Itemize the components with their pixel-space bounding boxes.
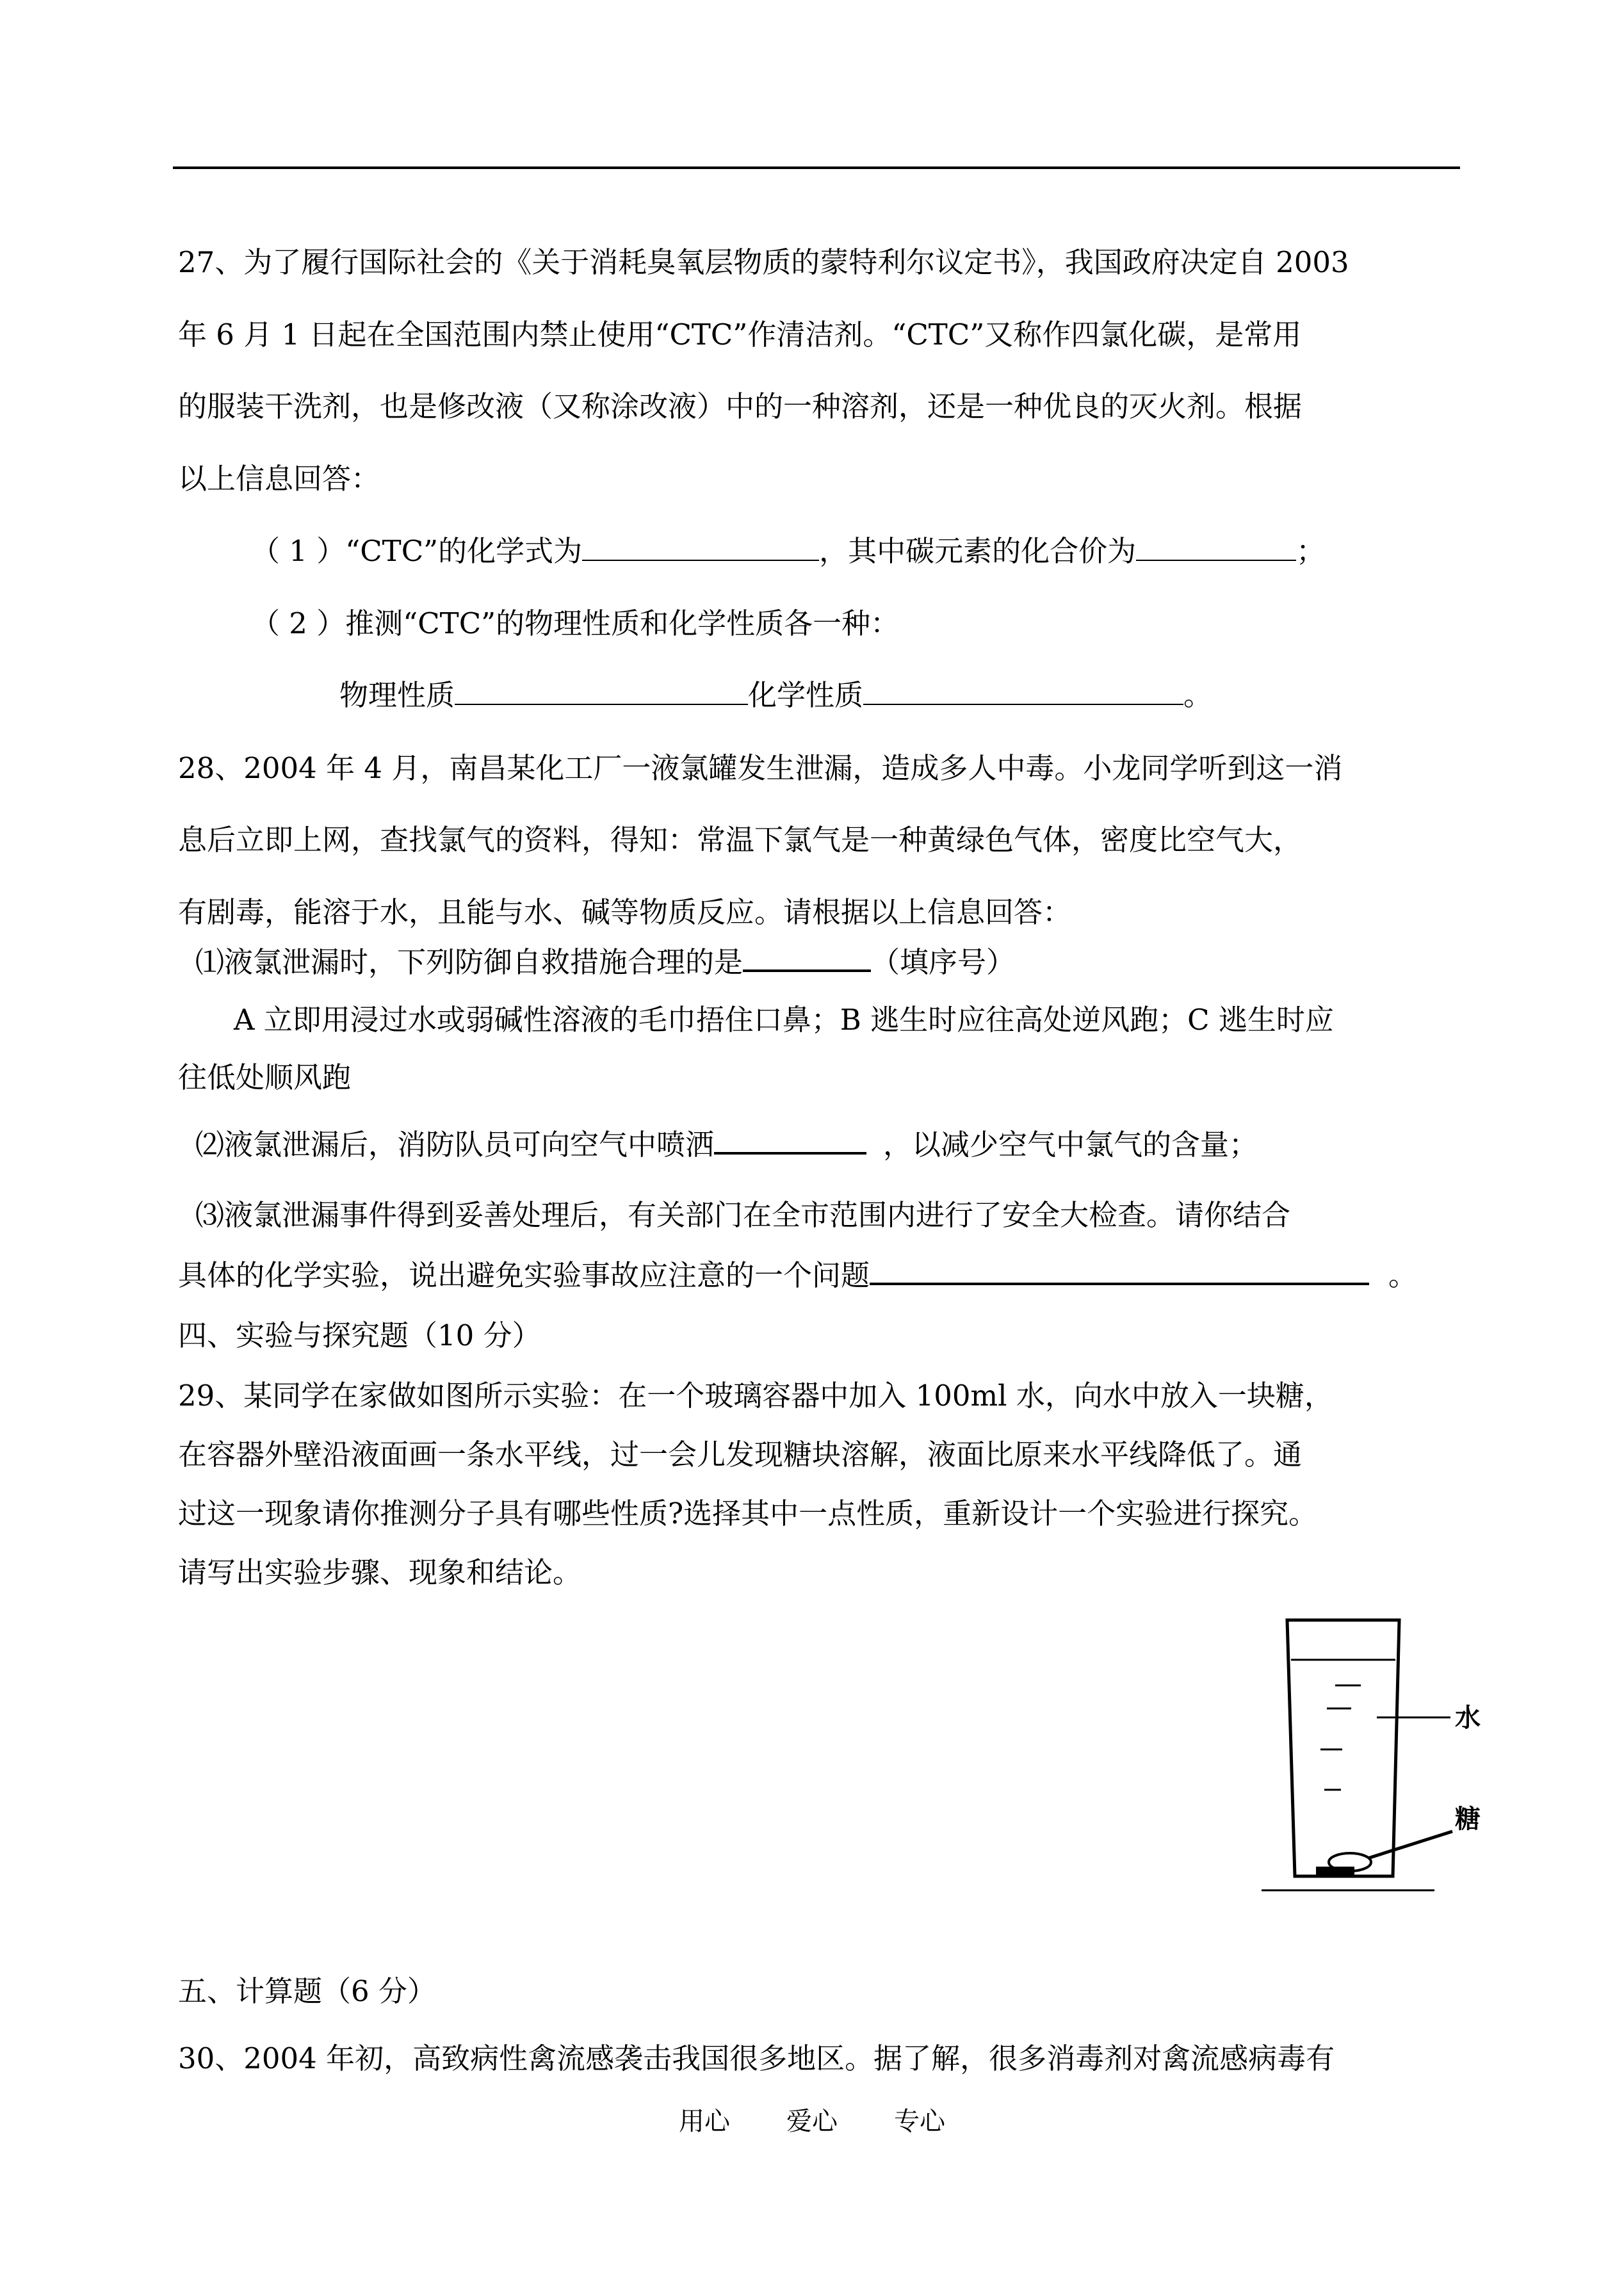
q29-line-2: 在容器外壁沿液面画一条水平线，过一会儿发现糖块溶解，液面比原来水平线降低了。通 — [178, 1438, 1303, 1472]
physical-property-blank[interactable] — [455, 678, 748, 705]
section-5-heading: 五、计算题（6 分） — [178, 1974, 436, 2008]
beaker-diagram — [1249, 1607, 1518, 1902]
spray-blank[interactable] — [714, 1126, 866, 1155]
q27-sub2: （ 2 ）推测“CTC”的物理性质和化学性质各一种： — [251, 606, 900, 640]
sugar-base — [1316, 1867, 1354, 1876]
footer-item-3: 专心 — [894, 2107, 945, 2136]
q28-sub3-prompt: 具体的化学实验，说出避免实验事故应注意的一个问题 — [178, 1258, 870, 1292]
physical-property-label: 物理性质 — [339, 678, 455, 712]
safety-issue-blank[interactable] — [870, 1257, 1369, 1285]
sugar-leader-line — [1368, 1831, 1452, 1858]
water-label: 水 — [1455, 1703, 1481, 1733]
footer-item-1: 用心 — [679, 2107, 730, 2136]
q28-line-3: 有剧毒，能溶于水，且能与水、碱等物质反应。请根据以上信息回答： — [178, 895, 1072, 929]
q27-line-3: 的服装干洗剂，也是修改液（又称涂改液）中的一种溶剂，还是一种优良的灭火剂。根据 — [178, 389, 1303, 423]
q27-sub1-prompt: （ 1 ）“CTC”的化学式为 — [251, 534, 583, 568]
header-rule — [173, 166, 1460, 169]
sugar-label: 糖 — [1455, 1804, 1481, 1834]
beaker-figure — [1249, 1607, 1518, 1902]
q27-sub2-answers — [339, 676, 1212, 715]
valence-blank[interactable] — [1136, 534, 1296, 561]
q27-line-1: 27、为了履行国际社会的《关于消耗臭氧层物质的蒙特利尔议定书》，我国政府决定自 2003 — [178, 245, 1349, 279]
q28-sub2-prompt: ⑵液氯泄漏后，消防队员可向空气中喷洒 — [195, 1128, 715, 1162]
q29-line-3: 过这一现象请你推测分子具有哪些性质?选择其中一点性质，重新设计一个实验进行探究。 — [178, 1496, 1318, 1530]
q28-sub2-end: ，以减少空气中氯气的含量； — [883, 1128, 1258, 1162]
q29-line-1: 29、某同学在家做如图所示实验：在一个玻璃容器中加入 100ml 水，向水中放入一块糖， — [178, 1379, 1333, 1413]
q27-line-2: 年 6 月 1 日起在全国范围内禁止使用“CTC”作清洁剂。“CTC”又称作四氯化碳，是常用 — [178, 318, 1302, 352]
q28-sub1-prompt: ⑴液氯泄漏时，下列防御自救措施合理的是 — [195, 945, 743, 979]
beaker-outline — [1287, 1620, 1399, 1876]
footer-item-2: 爱心 — [786, 2107, 838, 2136]
q27-sub1-prompt-2: ，其中碳元素的化合价为 — [819, 534, 1137, 568]
q27-line-4: 以上信息回答： — [178, 462, 380, 496]
chemical-property-label: 化学性质 — [748, 678, 864, 712]
q28-sub3-line-2 — [178, 1256, 1417, 1295]
q28-sub3-end: 。 — [1388, 1258, 1418, 1292]
chemical-property-blank[interactable] — [863, 678, 1183, 705]
q28-options-line-2: 往低处顺风跑 — [178, 1060, 352, 1094]
q27-sub1 — [251, 532, 1325, 571]
formula-blank[interactable] — [582, 534, 819, 561]
measure-blank[interactable] — [743, 944, 871, 972]
q29-line-4: 请写出实验步骤、现象和结论。 — [178, 1555, 582, 1589]
q28-line-1: 28、2004 年 4 月，南昌某化工厂一液氯罐发生泄漏，造成多人中毒。小龙同学听到这一消 — [178, 751, 1343, 785]
section-4-heading: 四、实验与探究题（10 分） — [178, 1318, 541, 1352]
q30-line-1: 30、2004 年初，高致病性禽流感袭击我国很多地区。据了解，很多消毒剂对禽流感病毒有 — [178, 2041, 1335, 2075]
q27-sub2-end: 。 — [1183, 678, 1213, 712]
q28-options-line-1: A 立即用浸过水或弱碱性溶液的毛巾捂住口鼻；B 逃生时应往高处逆风跑；C 逃生时应 — [234, 1003, 1334, 1037]
page-footer — [0, 2104, 1624, 2139]
q28-sub3-line-1: ⑶液氯泄漏事件得到妥善处理后，有关部门在全市范围内进行了安全大检查。请你结合 — [195, 1198, 1291, 1232]
q28-sub1 — [195, 943, 1015, 982]
q28-line-2: 息后立即上网，查找氯气的资料，得知：常温下氯气是一种黄绿色气体，密度比空气大， — [178, 823, 1303, 857]
q28-sub1-hint: （填序号） — [871, 945, 1016, 979]
q27-sub1-end: ； — [1296, 534, 1326, 568]
q28-sub2 — [195, 1126, 1258, 1164]
